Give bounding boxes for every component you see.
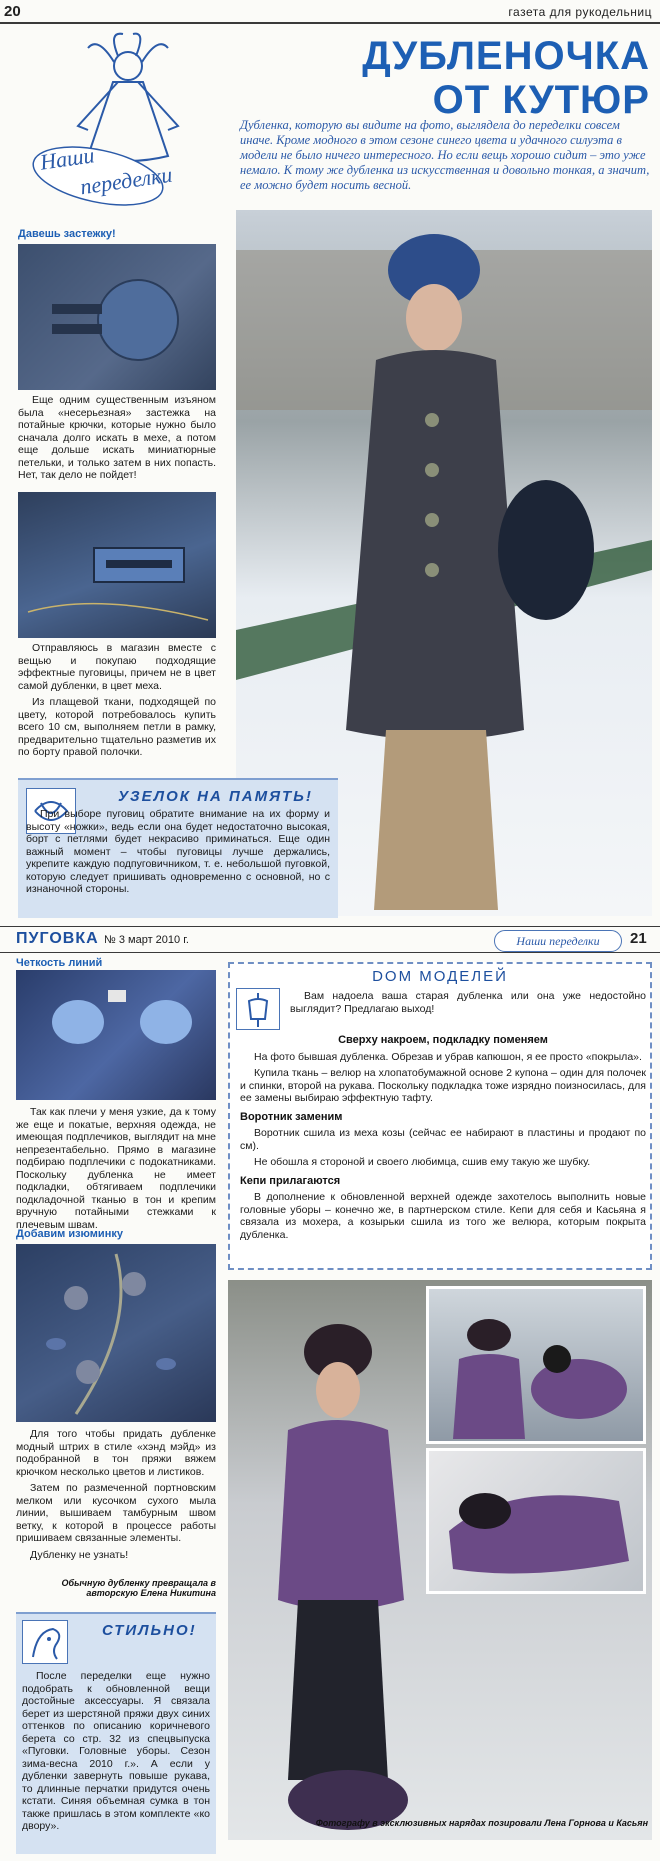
photo-credit: Фотографу в эксклюзивных нарядах позировали Лена Горнова и Касьян <box>315 1818 648 1828</box>
title-line2: ОТ КУТЮР <box>432 78 650 122</box>
header-rule-2 <box>0 952 660 953</box>
collage-photo-coat <box>426 1448 646 1594</box>
author-note: Обычную дубленку превращала в авторскую Елена Никитина <box>61 1578 216 1598</box>
button-closeup-photo <box>18 244 216 390</box>
dom-heading-1: Сверху накроем, подкладку поменяем <box>338 1034 548 1046</box>
buttonhole-photo <box>18 492 216 638</box>
para-fastening: Еще одним существенным изъяном была «несерьезная» застежка на потайные крючки, которые нужно было сначала долго искать в мехе, а потом еще дольше искать миниатюрные петельки, и только затем в них попасть. Нет, так дело не пойдет! <box>18 394 216 481</box>
dom-content: Сверху накроем, подкладку поменяем На фото бывшая дубленка. Обрезав и убрав капюшон, я ее просто «покрыла». Купила ткань – велюр на хлопатобумажной основе 2 купона – один для полочек и спинки, второй на рукава. Поскольку подкладка тоже изрядно поизносилась, для ее замены выбираю эффектную тафту. Воротник заменим Воротник сшила из меха козы (сейчас ее набирают в пластины и продают по см). Не обошла я стороной и своего любимца, сшив ему такую же шубку. Кепи прилагаются В дополнение к обновленной верхней одежде захотелось выполнить новые головные уборы – конечно же, в партнерском стиле. Кепи для себя и Касьяна я связала из мохера, а козырьки сшила из того же велюра, которым покрыта дубленка. <box>240 1034 646 1241</box>
header-rule <box>0 22 660 24</box>
lead-paragraph: Дубленка, которую вы видите на фото, выглядела до переделки совсем иначе. Кроме модного в этом сезоне синего цвета и удачного силуэта в модели не было ничего интересного. Но если вещь хорошо сидит – это уже немало. К тому же дубленка из искусственная и довольно тонкая, а значит, ее можно будет носить весной. <box>240 118 650 192</box>
logo-line2: переделки <box>78 161 174 200</box>
issue-info: № 3 март 2010 г. <box>104 934 189 946</box>
page-divider <box>0 926 660 927</box>
page-number: 20 <box>4 3 21 20</box>
para-buttons: Отправляюсь в магазин вместе с вещью и покупаю подходящие эффектные пуговицы, причем не в цвет самой дубленки, в цвет меха. Из плащевой ткани, подходящей по цвету, которой потребовалось купить всего 10 см, выполняем петли в рамку, предварительно тщательно разметив их по борту правой полочки. <box>18 642 216 758</box>
stylno-box <box>16 1612 216 1854</box>
section-logo <box>18 26 228 206</box>
shoulder-pad-photo <box>16 970 216 1100</box>
page-title <box>230 34 650 122</box>
title-line1: ДУБЛЕНОЧКА <box>362 34 650 78</box>
running-head: газета для рукодельниц <box>508 5 652 19</box>
dom-heading-2: Воротник заменим <box>240 1110 343 1123</box>
tip-text: При выборе пуговиц обратите внимание на их форму и высоту «ножки», ведь если она будет недостаточно высокая, борт с петлями будет некрасиво приминаться. Еще один важный момент – чтобы пуговицы лучше держались, укрепите каждую подпуговичником, т. е. небольшой пуговкой, которую следует пришивать одновременно с основной, но с изнаночной стороны. <box>26 808 330 895</box>
dom-intro: Вам надоела ваша старая дубленка или она уже недостойно выглядит? Предлагаю выход! <box>290 990 646 1015</box>
mannequin-icon <box>236 988 280 1030</box>
dom-heading-3: Кепи прилагаются <box>240 1174 341 1187</box>
section-badge: Наши переделки <box>494 930 622 952</box>
style-face-icon <box>22 1620 68 1664</box>
tip-title: УЗЕЛОК НА ПАМЯТЬ! <box>118 788 313 805</box>
stylno-text: После переделки еще нужно подобрать к обновленной вещи достойные аксессуары. Я связала берет из шерстяной пряжи двух синих оттенков по описанию коричневого берета со стр. 32 из спецвыпуска «Пуговки. Головные уборы. Сезон зима-весна 2010 г.». А если у дубленки завернуть повыше рукава, то длинные перчатки придутся очень кстати. Синяя объемная сумка в тон также пришлась в этом комплекте «ко двору». <box>22 1670 210 1832</box>
section-heading-lines: Четкость линий <box>16 957 103 969</box>
para-accent: Для того чтобы придать дубленке модный штрих в стиле «хэнд мэйд» из подобранной в тон пряжи вяжем крючком несколько цветов и листиков. Затем по размеченной портновским мелком или кусочком сухого мыла линии, вышиваем тамбурным швом ветку, к которой в процессе работы пришиваем связанные элементы. Дубленку не узнать! <box>16 1428 216 1561</box>
dom-title: DOM МОДЕЛЕЙ <box>372 968 508 985</box>
section-heading-fastening: Давешь застежку! <box>18 228 116 240</box>
tip-box <box>18 778 338 918</box>
dom-modelei-box <box>228 962 652 1270</box>
masthead: ПУГОВКА <box>16 930 99 947</box>
page-number-2: 21 <box>630 930 647 947</box>
collage-photo-dog <box>426 1286 646 1444</box>
stylno-title: СТИЛЬНО! <box>102 1622 197 1639</box>
logo-line1: Наши <box>38 142 96 175</box>
para-lines: Так как плечи у меня узкие, да к тому же еще и покатые, верхняя одежда, не имеющая подплечиков, выглядит на мне непрезентабельно. Прямо в магазине подбираю подплечики с подокатниками. Поскольку дубленка не имеет подкладки, обтягиваем подплечики подкладочной тканью в тон и крепим вручную потайными стежками к плечевым швам. <box>16 1106 216 1231</box>
section-heading-accent: Добавим изюминку <box>16 1228 123 1240</box>
embroidery-photo <box>16 1244 216 1422</box>
